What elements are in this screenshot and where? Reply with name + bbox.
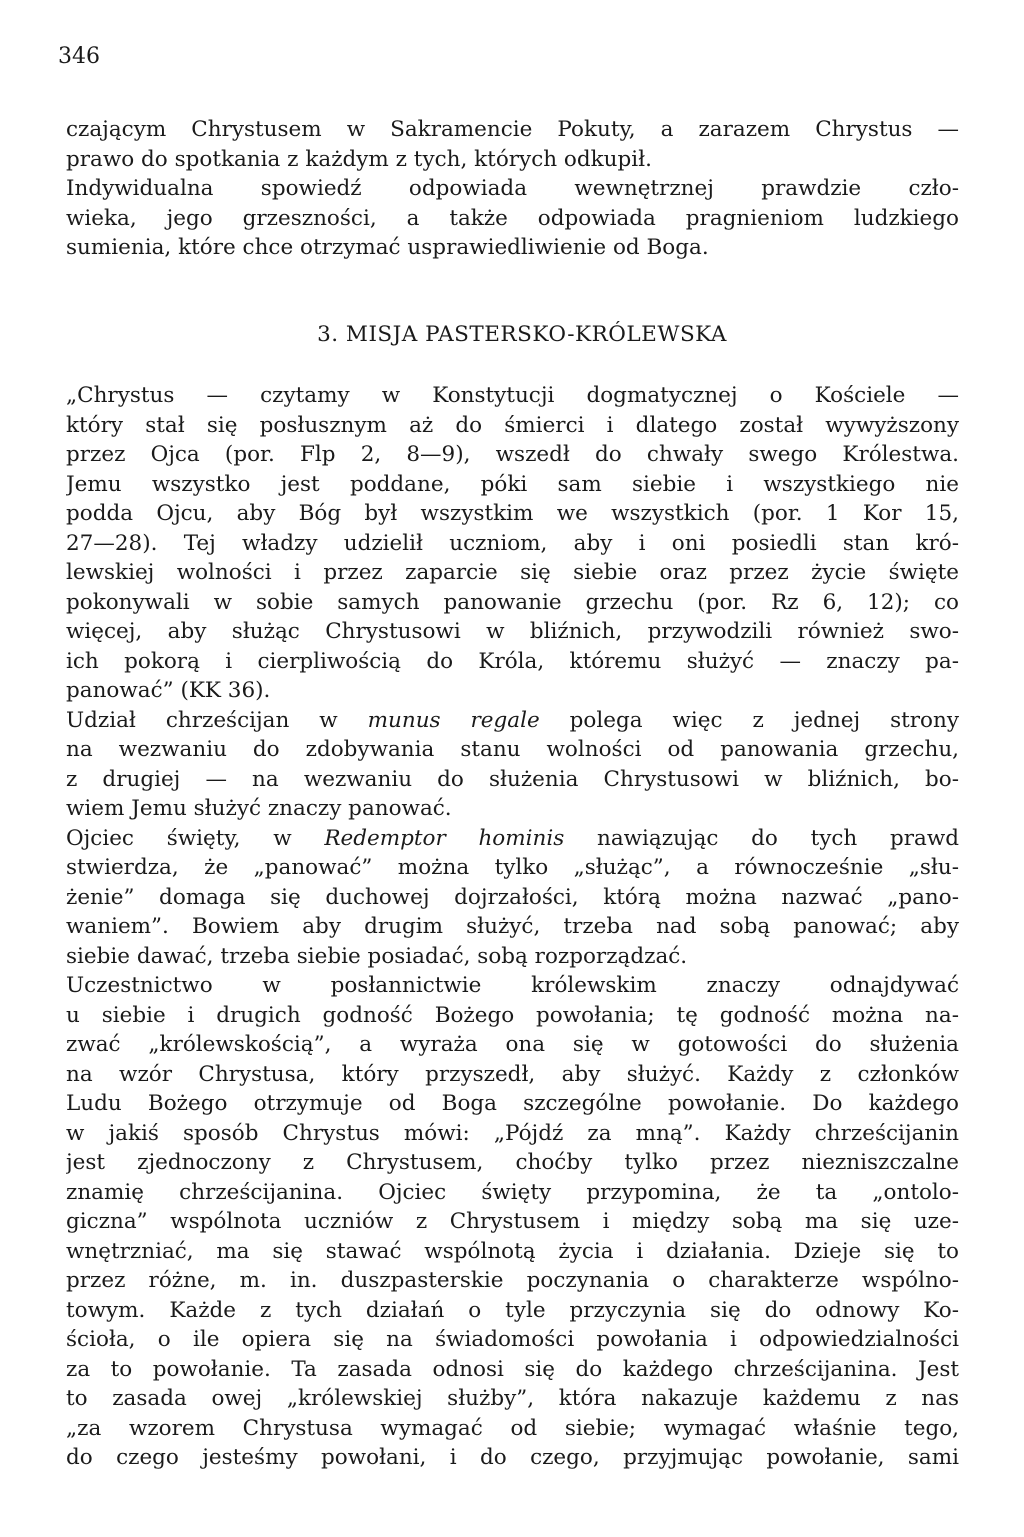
text-line: zwać „królewskością”, a wyraża ona się w gotowości do służenia xyxy=(66,1032,959,1057)
text-line: jest zjednoczony z Chrystusem, choćby tylko przez niezniszczalne xyxy=(66,1150,959,1175)
text-line: Ludu Bożego otrzymuje od Boga szczególne powołanie. Do każdego xyxy=(66,1091,959,1116)
text-line: na wezwaniu do zdobywania stanu wolności od panowania grzechu, xyxy=(66,737,959,762)
text-line: pokonywali w sobie samych panowanie grzechu (por. Rz 6, 12); co xyxy=(66,589,959,615)
text-line: za to powołanie. Ta zasada odnosi się do każdego chrześcijanina. Jest xyxy=(66,1356,959,1382)
text-run: Ojciec święty, w xyxy=(66,825,325,851)
text-run: nawiązując do tych prawd xyxy=(564,825,959,851)
text-line: waniem”. Bowiem aby drugim służyć, trzeba nad sobą panować; aby xyxy=(66,914,959,939)
text-line-mixed xyxy=(66,824,959,854)
italic-title: Redemptor hominis xyxy=(324,825,565,851)
text-line: więcej, aby służąc Chrystusowi w bliźnich, przywodzili również swo- xyxy=(66,619,959,644)
text-line: panować” (KK 36). xyxy=(66,678,271,703)
text-line: wieka, jego grzeszności, a także odpowiada pragnieniom ludzkiego xyxy=(66,205,959,231)
text-line: stwierdza, że „panować” można tylko „służąc”, a równocześnie „słu- xyxy=(66,855,959,880)
page-number: 346 xyxy=(58,44,100,69)
text-line: lewskiej wolności i przez zaparcie się siebie oraz przez życie święte xyxy=(66,560,959,585)
text-line: prawo do spotkania z każdym z tych, których odkupił. xyxy=(66,146,652,172)
text-line: „za wzorem Chrystusa wymagać od siebie; wymagać właśnie tego, xyxy=(66,1415,959,1441)
text-line: giczna” wspólnota uczniów z Chrystusem i między sobą ma się uze- xyxy=(66,1209,959,1234)
text-line: w jakiś sposób Chrystus mówi: „Pójdź za mną”. Każdy chrześcijanin xyxy=(66,1120,959,1146)
text-line: towym. Każde z tych działań o tyle przyczynia się do odnowy Ko- xyxy=(66,1297,959,1323)
text-line: Indywidualna spowiedź odpowiada wewnętrznej prawdzie czło- xyxy=(66,176,959,201)
text-line: wnętrzniać, ma się stawać wspólnotą życia i działania. Dzieje się to xyxy=(66,1238,959,1264)
text-line: u siebie i drugich godność Bożego powołania; tę godność można na- xyxy=(66,1002,959,1028)
text-line: siebie dawać, trzeba siebie posiadać, sobą rozporządzać. xyxy=(66,943,688,969)
text-line: do czego jesteśmy powołani, i do czego, przyjmując powołanie, sami xyxy=(66,1445,959,1470)
paragraph-block-intro xyxy=(66,115,959,263)
paragraph-block-main xyxy=(66,381,959,1473)
text-line: żenie” domaga się duchowej dojrzałości, którą można nazwać „pano- xyxy=(66,884,959,910)
section-heading: 3. MISJA PASTERSKO-KRÓLEWSKA xyxy=(317,322,727,347)
text-line: przez Ojca (por. Flp 2, 8—9), wszedł do chwały swego Królestwa. xyxy=(66,442,959,467)
text-line: „Chrystus — czytamy w Konstytucji dogmatycznej o Kościele — xyxy=(66,383,959,408)
text-line: który stał się posłusznym aż do śmierci i dlatego został wywyższony xyxy=(66,412,959,438)
text-line: z drugiej — na wezwaniu do służenia Chrystusowi w bliźnich, bo- xyxy=(66,766,959,792)
text-line: znamię chrześcijanina. Ojciec święty przypomina, że ta „ontolo- xyxy=(66,1179,959,1205)
text-run: Udział chrześcijan w xyxy=(66,707,368,733)
italic-term: munus regale xyxy=(367,707,540,733)
text-line: czającym Chrystusem w Sakramencie Pokuty, a zarazem Chrystus — xyxy=(66,117,959,142)
text-line: sumienia, które chce otrzymać usprawiedliwienie od Boga. xyxy=(66,235,709,260)
text-line-mixed xyxy=(66,706,959,736)
text-line: ich pokorą i cierpliwością do Króla, któremu służyć — znaczy pa- xyxy=(66,648,959,674)
text-line: ścioła, o ile opiera się na świadomości powołania i odpowiedzialności xyxy=(66,1327,959,1352)
text-line: na wzór Chrystusa, który przyszedł, aby służyć. Każdy z członków xyxy=(66,1061,959,1087)
text-line: podda Ojcu, aby Bóg był wszystkim we wszystkich (por. 1 Kor 15, xyxy=(66,501,959,526)
text-line: Jemu wszystko jest poddane, póki sam siebie i wszystkiego nie xyxy=(66,471,959,497)
text-line: Uczestnictwo w posłannictwie królewskim znaczy odnajdywać xyxy=(66,973,959,998)
text-line: wiem Jemu służyć znaczy panować. xyxy=(66,796,452,821)
text-line: to zasada owej „królewskiej służby”, która nakazuje każdemu z nas xyxy=(66,1386,959,1411)
text-line: 27—28). Tej władzy udzielił uczniom, aby i oni posiedli stan kró- xyxy=(66,530,959,556)
text-run: polega więc z jednej strony xyxy=(539,707,959,733)
text-line: przez różne, m. in. duszpasterskie poczynania o charakterze wspólno- xyxy=(66,1268,959,1293)
